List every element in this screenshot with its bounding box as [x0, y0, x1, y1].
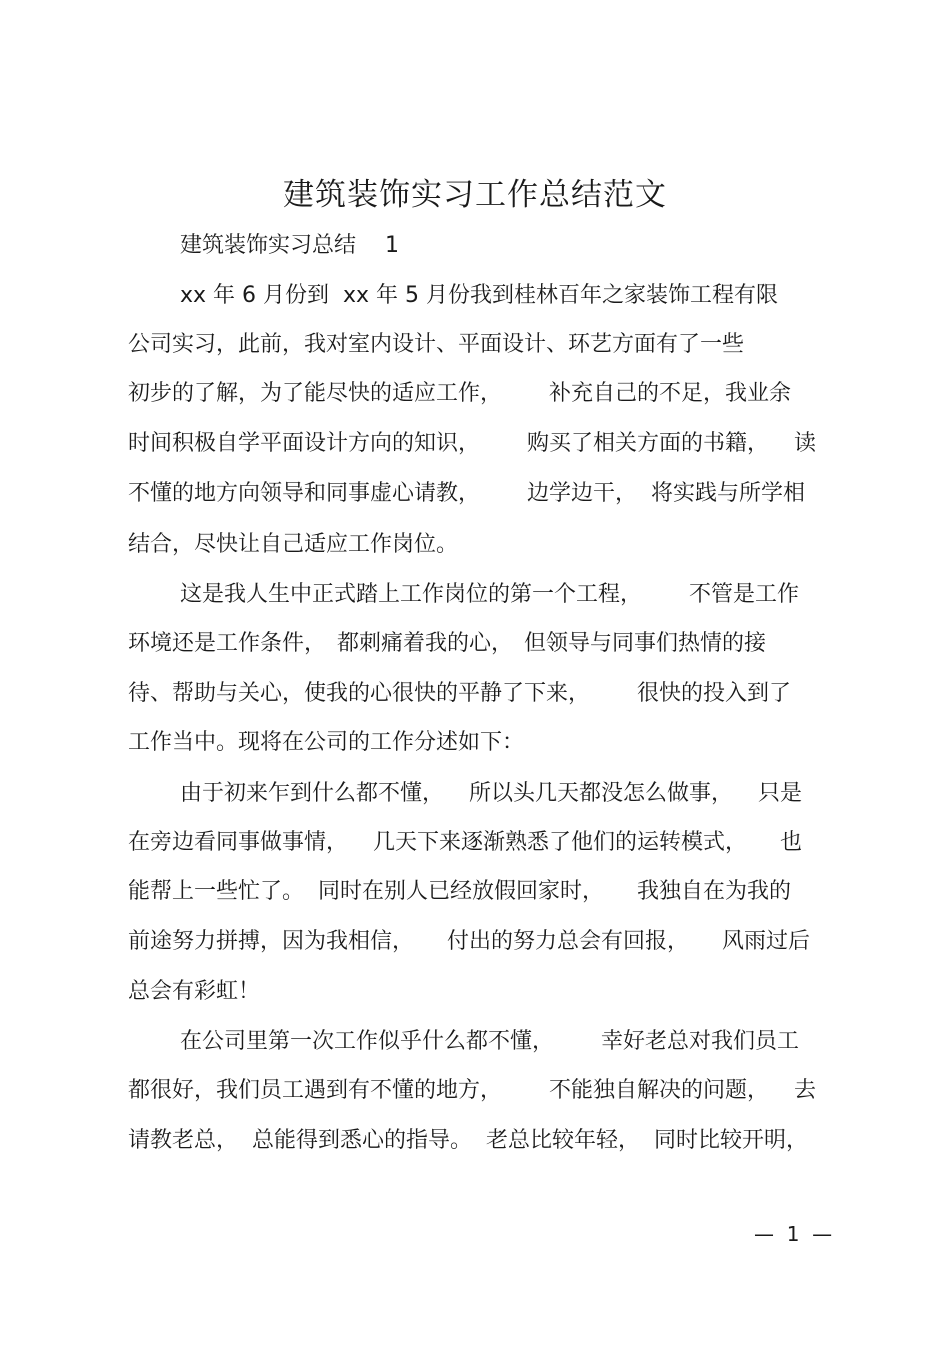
text-line: 请教老总， 总能得到悉心的指导。 老总比较年轻， 同时比较开明，: [128, 1128, 808, 1153]
text-line: 在旁边看同事做事情， 几天下来逐渐熟悉了他们的运转模式， 也: [128, 830, 802, 855]
text-line: 由于初来乍到什么都不懂， 所以头几天都没怎么做事， 只是: [180, 781, 802, 806]
text-line: 在公司里第一次工作似乎什么都不懂， 幸好老总对我们员工: [180, 1029, 799, 1054]
text-line: xx 年 6 月份到 xx 年 5 月份我到桂林百年之家装饰工程有限: [180, 283, 779, 308]
text-line: 结合，尽快让自己适应工作岗位。: [128, 532, 459, 557]
text-line: 不懂的地方向领导和同事虚心请教， 边学边干， 将实践与所学相: [128, 481, 805, 506]
text-line: 工作当中。现将在公司的工作分述如下：: [128, 730, 525, 755]
text-line: 前途努力拼搏，因为我相信， 付出的努力总会有回报， 风雨过后: [128, 929, 811, 954]
text-line: 都很好，我们员工遇到有不懂的地方， 不能独自解决的问题， 去: [128, 1078, 816, 1103]
text-line: 这是我人生中正式踏上工作岗位的第一个工程， 不管是工作: [180, 582, 799, 607]
text-line: 时间积极自学平面设计方向的知识， 购买了相关方面的书籍， 读: [128, 431, 816, 456]
text-line: 能帮上一些忙了。 同时在别人已经放假回家时， 我独自在为我的: [128, 879, 791, 904]
text-line: 公司实习，此前，我对室内设计、平面设计、环艺方面有了一些: [128, 332, 745, 357]
text-line: 初步的了解，为了能尽快的适应工作， 补充自己的不足，我业余: [128, 381, 791, 406]
page-number: — 1 —: [754, 1222, 833, 1246]
document-title: 建筑装饰实习工作总结范文: [283, 177, 667, 213]
text-line: 环境还是工作条件， 都刺痛着我的心， 但领导与同事们热情的接: [128, 631, 767, 656]
text-line: 待、帮助与关心，使我的心很快的平静了下来， 很快的投入到了: [128, 681, 791, 706]
section-heading: 建筑装饰实习总结 1: [180, 233, 399, 258]
text-line: 总会有彩虹！: [128, 979, 261, 1004]
